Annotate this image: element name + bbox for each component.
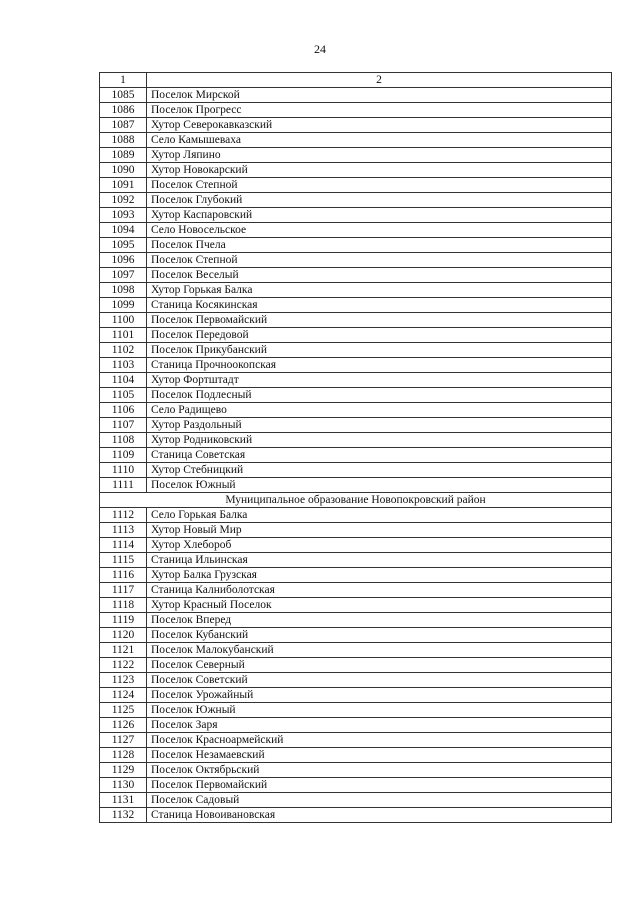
section-row <box>100 493 612 508</box>
row-number: 1125 <box>100 703 147 718</box>
row-number: 1086 <box>100 103 147 118</box>
settlement-name: Поселок Кубанский <box>147 628 612 643</box>
settlement-name: Станица Новоивановская <box>147 808 612 823</box>
row-number: 1088 <box>100 133 147 148</box>
table-row <box>100 778 612 793</box>
table-row <box>100 553 612 568</box>
table-row <box>100 508 612 523</box>
row-number: 1130 <box>100 778 147 793</box>
table-row <box>100 598 612 613</box>
settlement-name: Станица Советская <box>147 448 612 463</box>
settlements-table <box>99 72 612 823</box>
table-row <box>100 358 612 373</box>
row-number: 1107 <box>100 418 147 433</box>
table-row <box>100 808 612 823</box>
table-row <box>100 133 612 148</box>
table-header-row <box>100 73 612 88</box>
row-number: 1129 <box>100 763 147 778</box>
table-row <box>100 523 612 538</box>
table-row <box>100 163 612 178</box>
settlement-name: Поселок Южный <box>147 478 612 493</box>
row-number: 1126 <box>100 718 147 733</box>
settlement-name: Поселок Степной <box>147 253 612 268</box>
row-number: 1091 <box>100 178 147 193</box>
row-number: 1112 <box>100 508 147 523</box>
row-number: 1110 <box>100 463 147 478</box>
settlement-name: Хутор Фортштадт <box>147 373 612 388</box>
settlement-name: Поселок Садовый <box>147 793 612 808</box>
settlement-name: Поселок Прогресс <box>147 103 612 118</box>
row-number: 1104 <box>100 373 147 388</box>
row-number: 1103 <box>100 358 147 373</box>
settlement-name: Хутор Ляпино <box>147 148 612 163</box>
row-number: 1128 <box>100 748 147 763</box>
table-row <box>100 793 612 808</box>
table-row <box>100 718 612 733</box>
table-row <box>100 748 612 763</box>
row-number: 1132 <box>100 808 147 823</box>
settlement-name: Станица Косякинская <box>147 298 612 313</box>
row-number: 1090 <box>100 163 147 178</box>
row-number: 1099 <box>100 298 147 313</box>
row-number: 1127 <box>100 733 147 748</box>
row-number: 1123 <box>100 673 147 688</box>
settlement-name: Хутор Стебницкий <box>147 463 612 478</box>
page-number: 24 <box>314 42 326 56</box>
settlement-name: Поселок Пчела <box>147 238 612 253</box>
table-row <box>100 613 612 628</box>
table-row <box>100 343 612 358</box>
row-number: 1121 <box>100 643 147 658</box>
table-row <box>100 208 612 223</box>
table-row <box>100 283 612 298</box>
table-row <box>100 313 612 328</box>
row-number: 1109 <box>100 448 147 463</box>
table-row <box>100 118 612 133</box>
settlement-name: Станица Ильинская <box>147 553 612 568</box>
row-number: 1111 <box>100 478 147 493</box>
settlement-name: Станица Прочноокопская <box>147 358 612 373</box>
settlement-name: Поселок Вперед <box>147 613 612 628</box>
settlement-name: Село Горькая Балка <box>147 508 612 523</box>
settlement-name: Хутор Северокавказский <box>147 118 612 133</box>
table-row <box>100 763 612 778</box>
table-row <box>100 448 612 463</box>
row-number: 1101 <box>100 328 147 343</box>
table-row <box>100 388 612 403</box>
settlement-name: Поселок Октябрьский <box>147 763 612 778</box>
table-row <box>100 403 612 418</box>
table-row <box>100 538 612 553</box>
row-number: 1085 <box>100 88 147 103</box>
settlement-name: Хутор Раздольный <box>147 418 612 433</box>
row-number: 1096 <box>100 253 147 268</box>
row-number: 1108 <box>100 433 147 448</box>
table-row <box>100 223 612 238</box>
table-row <box>100 268 612 283</box>
table-row <box>100 373 612 388</box>
settlement-name: Хутор Хлебороб <box>147 538 612 553</box>
table-row <box>100 418 612 433</box>
settlement-name: Поселок Урожайный <box>147 688 612 703</box>
section-title: Муниципальное образование Новопокровский район <box>100 493 612 508</box>
table-row <box>100 583 612 598</box>
table-row <box>100 463 612 478</box>
table-row <box>100 238 612 253</box>
row-number: 1131 <box>100 793 147 808</box>
settlement-name: Поселок Подлесный <box>147 388 612 403</box>
table-row <box>100 328 612 343</box>
table-row <box>100 478 612 493</box>
table-row <box>100 148 612 163</box>
row-number: 1095 <box>100 238 147 253</box>
settlement-name: Поселок Первомайский <box>147 778 612 793</box>
settlement-name: Поселок Глубокий <box>147 193 612 208</box>
row-number: 1094 <box>100 223 147 238</box>
table-row <box>100 193 612 208</box>
settlement-name: Село Новосельское <box>147 223 612 238</box>
row-number: 1089 <box>100 148 147 163</box>
table-row <box>100 658 612 673</box>
settlement-name: Поселок Красноармейский <box>147 733 612 748</box>
row-number: 1105 <box>100 388 147 403</box>
settlement-name: Поселок Мирской <box>147 88 612 103</box>
table-row <box>100 673 612 688</box>
column-header-name: 2 <box>147 73 612 88</box>
settlement-name: Поселок Прикубанский <box>147 343 612 358</box>
table-row <box>100 433 612 448</box>
row-number: 1120 <box>100 628 147 643</box>
row-number: 1116 <box>100 568 147 583</box>
table-row <box>100 88 612 103</box>
row-number: 1114 <box>100 538 147 553</box>
table-row <box>100 298 612 313</box>
settlement-name: Поселок Незамаевский <box>147 748 612 763</box>
settlement-name: Станица Калниболотская <box>147 583 612 598</box>
row-number: 1102 <box>100 343 147 358</box>
settlement-name: Хутор Балка Грузская <box>147 568 612 583</box>
row-number: 1093 <box>100 208 147 223</box>
table-row <box>100 688 612 703</box>
row-number: 1118 <box>100 598 147 613</box>
settlement-name: Село Камышеваха <box>147 133 612 148</box>
table-row <box>100 178 612 193</box>
table-row <box>100 103 612 118</box>
settlement-name: Хутор Красный Поселок <box>147 598 612 613</box>
table-row <box>100 253 612 268</box>
settlement-name: Хутор Новый Мир <box>147 523 612 538</box>
settlement-name: Поселок Южный <box>147 703 612 718</box>
table-row <box>100 568 612 583</box>
settlement-name: Село Радищево <box>147 403 612 418</box>
column-header-number: 1 <box>100 73 147 88</box>
row-number: 1119 <box>100 613 147 628</box>
row-number: 1106 <box>100 403 147 418</box>
row-number: 1113 <box>100 523 147 538</box>
table-row <box>100 643 612 658</box>
row-number: 1087 <box>100 118 147 133</box>
settlement-name: Поселок Степной <box>147 178 612 193</box>
table-row <box>100 628 612 643</box>
settlement-name: Поселок Веселый <box>147 268 612 283</box>
settlement-name: Поселок Первомайский <box>147 313 612 328</box>
settlement-name: Поселок Северный <box>147 658 612 673</box>
row-number: 1097 <box>100 268 147 283</box>
settlement-name: Поселок Советский <box>147 673 612 688</box>
settlement-name: Поселок Малокубанский <box>147 643 612 658</box>
settlement-name: Поселок Заря <box>147 718 612 733</box>
settlement-name: Хутор Горькая Балка <box>147 283 612 298</box>
row-number: 1100 <box>100 313 147 328</box>
row-number: 1124 <box>100 688 147 703</box>
row-number: 1092 <box>100 193 147 208</box>
row-number: 1117 <box>100 583 147 598</box>
settlement-name: Хутор Каспаровский <box>147 208 612 223</box>
row-number: 1122 <box>100 658 147 673</box>
table-row <box>100 703 612 718</box>
settlement-name: Поселок Передовой <box>147 328 612 343</box>
row-number: 1098 <box>100 283 147 298</box>
table-row <box>100 733 612 748</box>
settlement-name: Хутор Родниковский <box>147 433 612 448</box>
row-number: 1115 <box>100 553 147 568</box>
settlement-name: Хутор Новокарский <box>147 163 612 178</box>
